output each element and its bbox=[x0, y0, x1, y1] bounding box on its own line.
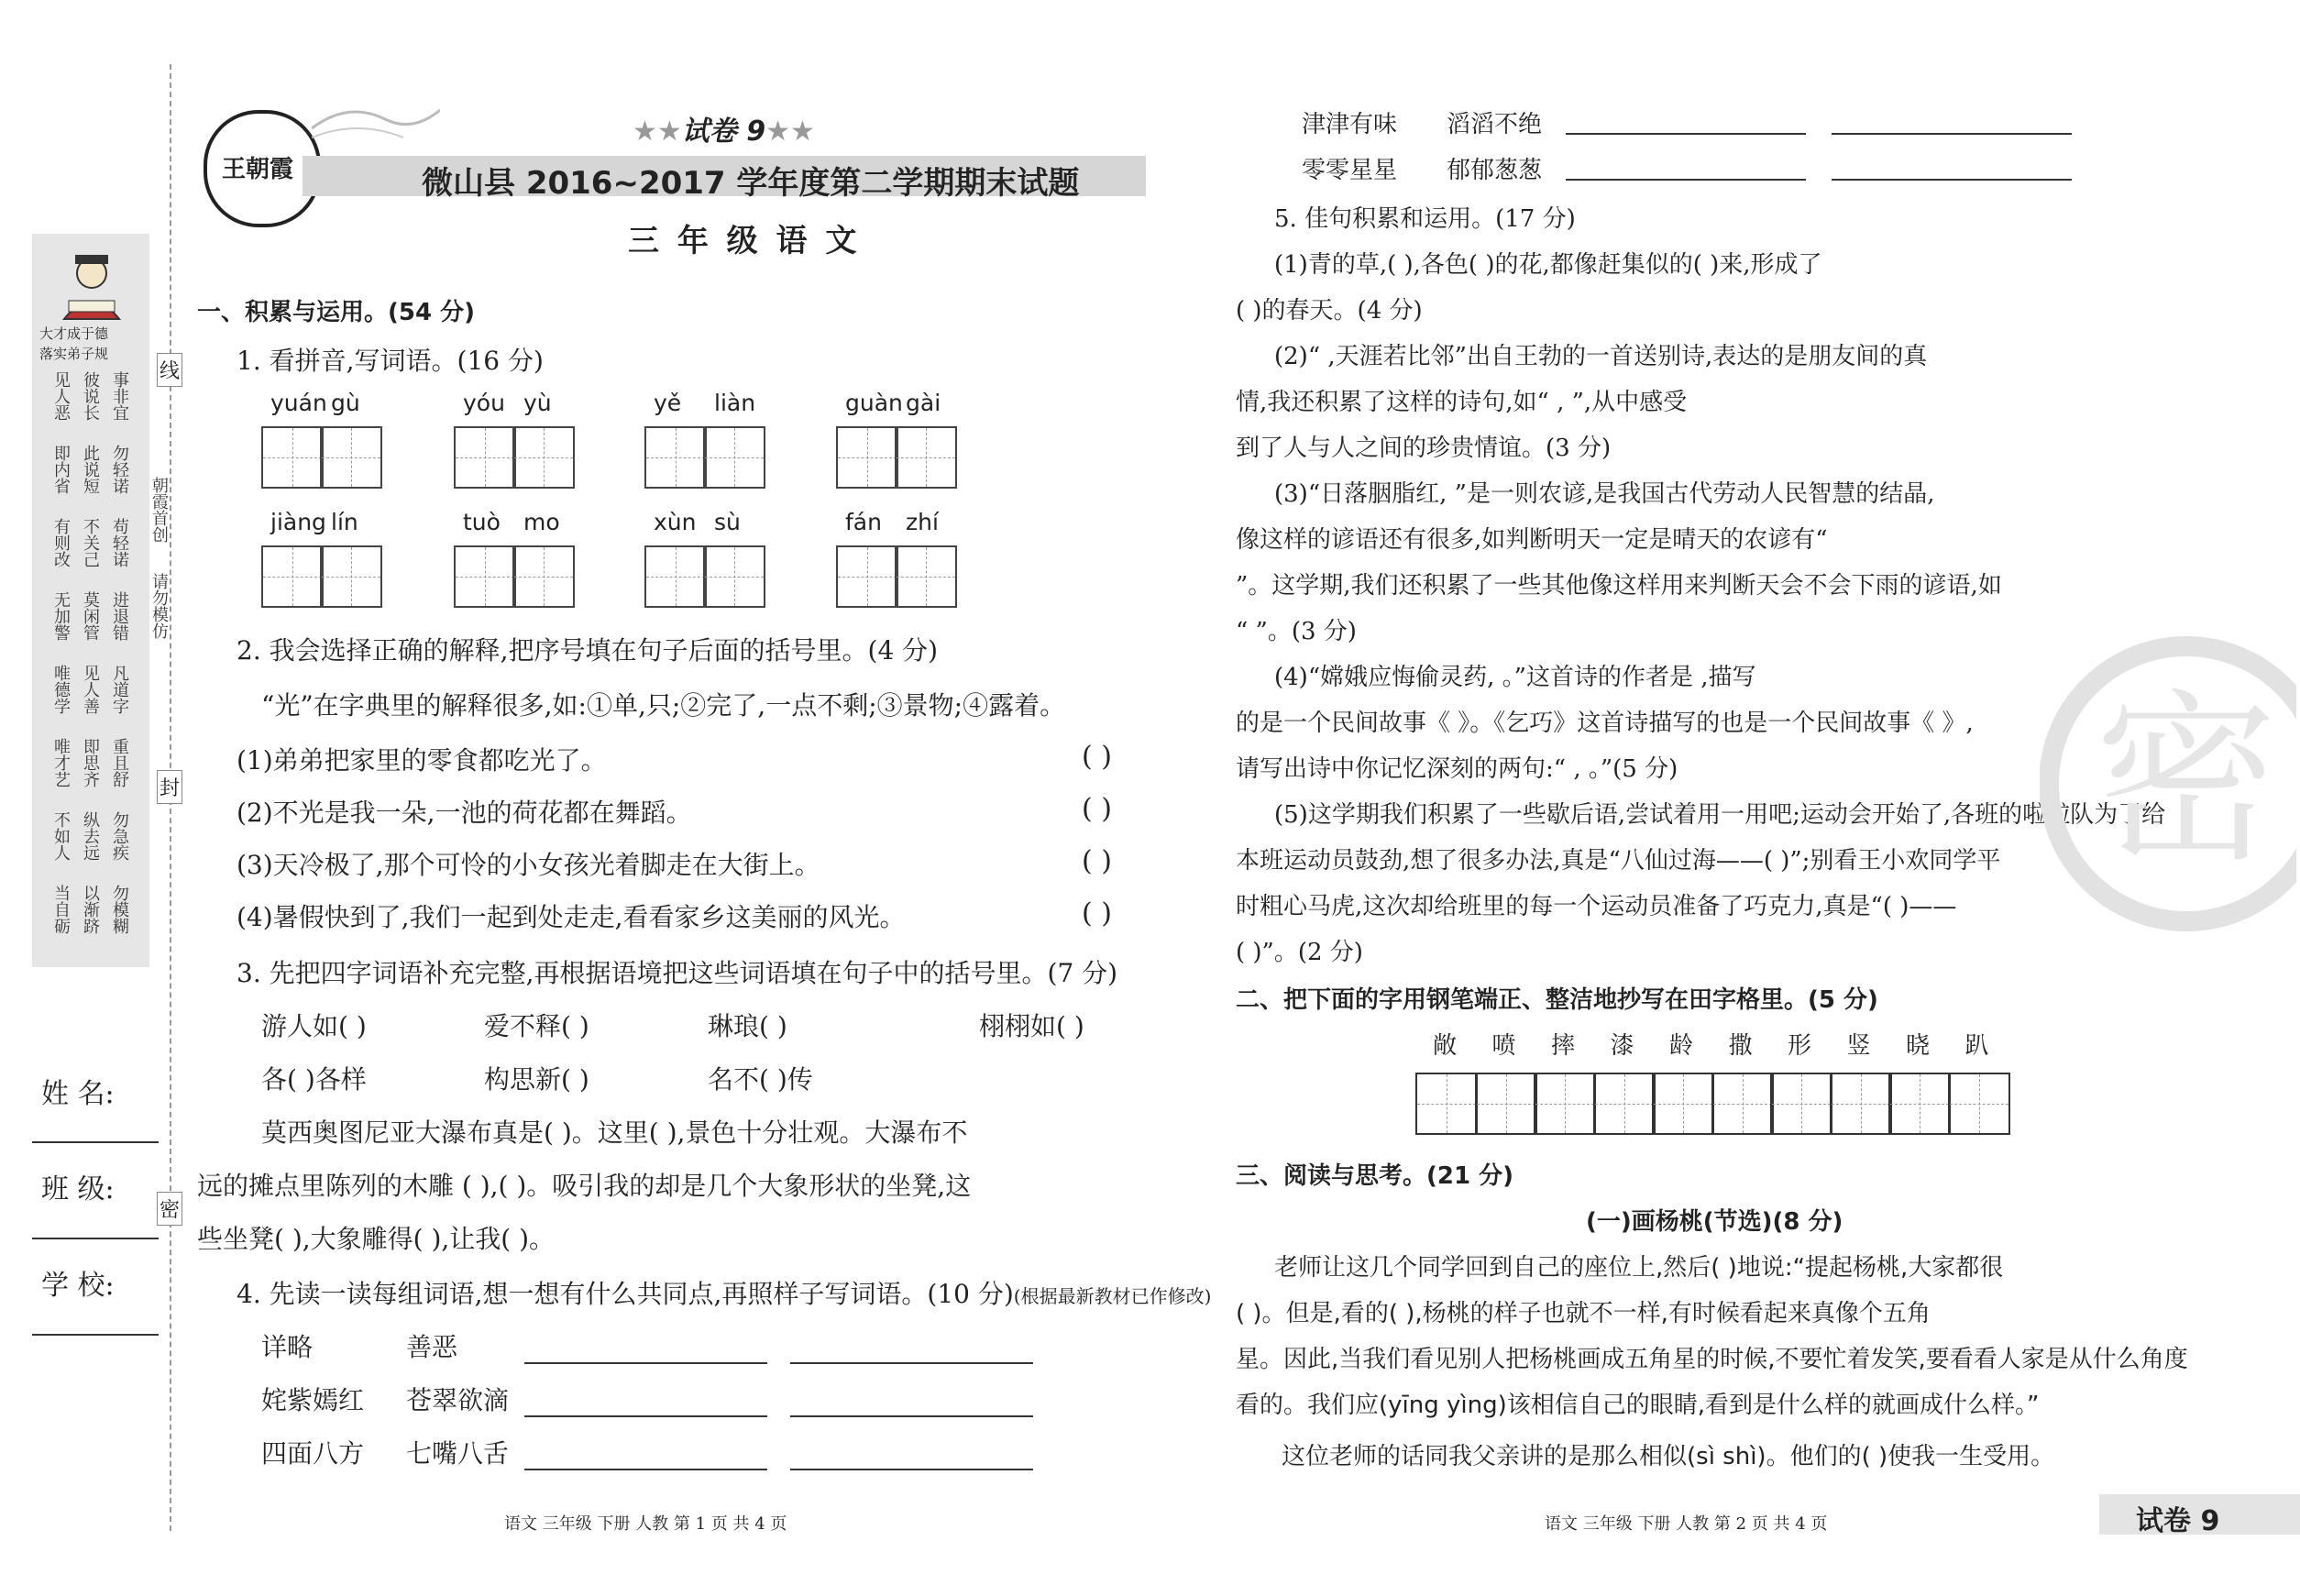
copy-character: 竖 bbox=[1846, 1032, 1871, 1060]
school-label: 学 校: bbox=[41, 1270, 115, 1302]
example-word: 滔滔不绝 bbox=[1447, 111, 1543, 138]
copy-character: 晓 bbox=[1906, 1032, 1931, 1060]
q5-4-line-b: 的是一个民间故事《 》。《乞巧》这首诗描写的也是一个民间故事《 》, bbox=[1236, 710, 1974, 737]
vertical-note-no-copy: 请勿模仿 bbox=[149, 573, 169, 639]
sidebar-verse: 重且舒 bbox=[110, 738, 129, 787]
pinyin-syllable: gù bbox=[331, 390, 360, 416]
pinyin-syllable: zhí bbox=[906, 509, 939, 535]
idiom-blank[interactable]: 名不( )传 bbox=[708, 1064, 813, 1095]
q5-4-line-c: 请写出诗中你记忆深刻的两句:“ , 。”(5 分) bbox=[1236, 755, 1678, 783]
write-box[interactable] bbox=[512, 426, 575, 489]
pinyin-syllable: yóu bbox=[463, 390, 505, 416]
tianzige-cell[interactable] bbox=[1830, 1073, 1892, 1135]
binding-char-seal: 封 bbox=[157, 770, 182, 804]
reading-line-5: 这位老师的话同我父亲讲的是那么相似(sì shì)。他们的( )使我一生受用。 bbox=[1282, 1443, 2055, 1470]
idiom-blank[interactable]: 栩栩如( ) bbox=[979, 1011, 1084, 1041]
pinyin-syllable: guàn bbox=[845, 390, 903, 416]
sidebar-verse: 唯才艺 bbox=[51, 738, 71, 787]
write-box[interactable] bbox=[320, 545, 382, 608]
copy-character: 摔 bbox=[1551, 1032, 1576, 1060]
page-footer-left: 语文 三年级 下册 人教 第 1 页 共 4 页 bbox=[504, 1514, 787, 1534]
idiom-blank[interactable]: 琳琅( ) bbox=[708, 1011, 787, 1041]
sidebar-verse: 不关己 bbox=[81, 518, 100, 567]
example-word: 善恶 bbox=[406, 1332, 458, 1362]
page-footer-right: 语文 三年级 下册 人教 第 2 页 共 4 页 bbox=[1545, 1514, 1828, 1534]
write-box[interactable] bbox=[261, 545, 324, 608]
idiom-blank[interactable]: 爱不释( ) bbox=[484, 1011, 589, 1041]
idiom-blank[interactable]: 游人如( ) bbox=[261, 1011, 367, 1041]
idiom-blank[interactable]: 各( )各样 bbox=[261, 1064, 367, 1095]
sidebar-motto-2: 落实弟子规 bbox=[39, 346, 109, 362]
q5-2-line-b: 情,我还积累了这样的诗句,如“ , ”,从中感受 bbox=[1236, 389, 1688, 416]
q5-3-line-a: (3)“日落胭脂红, ”是一则农谚,是我国古代劳动人民智慧的结晶, bbox=[1274, 480, 1935, 508]
pinyin-syllable: liàn bbox=[714, 390, 756, 416]
q5-5-line-c: 时粗心马虎,这次却给班里的每一个运动员准备了巧克力,真是“( )—— bbox=[1236, 893, 1957, 920]
pinyin-syllable: mo bbox=[523, 509, 560, 535]
write-box[interactable] bbox=[703, 426, 765, 489]
sidebar-verse: 苟轻诺 bbox=[110, 518, 129, 567]
name-label: 姓 名: bbox=[41, 1078, 115, 1110]
pinyin-syllable: sù bbox=[714, 509, 741, 535]
copy-character: 形 bbox=[1788, 1032, 1812, 1060]
q5-1-line-a: (1)青的草,( ),各色( )的花,都像赶集似的( )来,形成了 bbox=[1274, 251, 1822, 279]
sidebar-verse: 即内省 bbox=[51, 445, 71, 494]
q2-item: (4)暑假快到了,我们一起到处走走,看看家乡这美丽的风光。 bbox=[237, 902, 906, 932]
answer-parens[interactable]: ( ) bbox=[1082, 897, 1112, 930]
reading-line-2: ( )。但是,看的( ),杨桃的样子也就不一样,有时候看起来真像个五角 bbox=[1236, 1300, 1931, 1327]
q2-item: (3)天冷极了,那个可怜的小女孩光着脚走在大街上。 bbox=[237, 850, 820, 880]
class-field[interactable] bbox=[32, 1238, 159, 1239]
q5-5-line-d: ( )”。(2 分) bbox=[1236, 939, 1363, 966]
q3-passage-line-1: 莫西奥图尼亚大瀑布真是( )。这里( ),景色十分壮观。大瀑布不 bbox=[261, 1117, 968, 1148]
idiom-blank[interactable]: 构思新( ) bbox=[484, 1064, 589, 1095]
watermark-seal bbox=[2040, 633, 2296, 935]
sidebar-verse: 勿急疾 bbox=[110, 811, 129, 861]
write-box[interactable] bbox=[703, 545, 765, 608]
copy-character: 漆 bbox=[1610, 1032, 1634, 1060]
answer-parens[interactable]: ( ) bbox=[1082, 793, 1112, 825]
copy-character: 趴 bbox=[1964, 1032, 1989, 1060]
pinyin-syllable: fán bbox=[845, 509, 882, 535]
tianzige-cell[interactable] bbox=[1770, 1073, 1832, 1135]
scholar-figure-icon bbox=[50, 248, 133, 321]
pinyin-syllable: jiàng bbox=[270, 509, 326, 535]
pinyin-syllable: lín bbox=[331, 509, 358, 535]
sidebar-verse: 有则改 bbox=[51, 518, 71, 567]
binding-char-line: 线 bbox=[157, 353, 182, 387]
exam-title: 微山县 2016~2017 学年度第二学期期末试题 bbox=[422, 165, 1080, 202]
subject-title: 三 年 级 语 文 bbox=[628, 223, 861, 259]
answer-line[interactable] bbox=[1832, 133, 2072, 135]
tianzige-cell[interactable] bbox=[1593, 1073, 1656, 1135]
sidebar-verse: 进退错 bbox=[110, 591, 129, 641]
example-word: 苍翠欲滴 bbox=[406, 1385, 510, 1415]
section-3-heading: 三、阅读与思考。(21 分) bbox=[1236, 1162, 1513, 1190]
publisher-logo: 王朝霞 bbox=[204, 110, 321, 227]
reading-line-1: 老师让这几个同学回到自己的座位上,然后( )地说:“提起杨桃,大家都很 bbox=[1274, 1254, 2004, 1282]
sidebar-verse: 勿轻诺 bbox=[110, 445, 129, 494]
exam-badge: ★★试卷 9★★ bbox=[633, 116, 815, 148]
q5-2-line-a: (2)“ ,天涯若比邻”出自王勃的一首送别诗,表达的是朋友间的真 bbox=[1274, 343, 1928, 370]
write-box[interactable] bbox=[836, 545, 898, 608]
school-field[interactable] bbox=[32, 1334, 159, 1336]
class-label: 班 级: bbox=[41, 1173, 115, 1205]
ribbon-decoration bbox=[312, 101, 440, 156]
q5-3-line-c: ”。这学期,我们还积累了一些其他像这样用来判断天会不会下雨的谚语,如 bbox=[1236, 572, 2002, 600]
answer-line[interactable] bbox=[524, 1415, 767, 1417]
write-box[interactable] bbox=[454, 426, 516, 489]
reading-line-3: 星。因此,当我们看见别人把杨桃画成五角星的时候,不要忙着发笑,要看看人家是从什么角度 bbox=[1236, 1346, 2188, 1373]
q2-item: (1)弟弟把家里的零食都吃光了。 bbox=[237, 745, 607, 776]
example-word: 零零星星 bbox=[1302, 157, 1398, 184]
pinyin-syllable: yù bbox=[523, 390, 552, 416]
pinyin-syllable: gài bbox=[906, 390, 941, 416]
answer-line[interactable] bbox=[1566, 133, 1806, 135]
pinyin-syllable: xùn bbox=[654, 509, 697, 535]
sidebar-verse: 以渐跻 bbox=[81, 885, 100, 934]
q5-4-line-a: (4)“嫦娥应悔偷灵药, 。”这首诗的作者是 ,描写 bbox=[1274, 664, 1756, 691]
write-box[interactable] bbox=[320, 426, 382, 489]
section-2-heading: 二、把下面的字用钢笔端正、整洁地抄写在田字格里。(5 分) bbox=[1236, 986, 1878, 1014]
q3-passage-line-3: 些坐凳( ),大象雕得( ),让我( )。 bbox=[197, 1224, 556, 1254]
sidebar-verse: 凡道字 bbox=[110, 665, 129, 714]
write-box[interactable] bbox=[895, 545, 957, 608]
sidebar-motto-1: 大才成于德 bbox=[39, 325, 109, 342]
sidebar-motto-panel bbox=[32, 234, 149, 967]
pinyin-syllable: tuò bbox=[463, 509, 501, 535]
sidebar-verse: 莫闲管 bbox=[81, 591, 100, 641]
corner-badge: 试卷 9 bbox=[2136, 1505, 2220, 1537]
sidebar-verse: 事非宜 bbox=[110, 371, 129, 421]
q3-prompt: 3. 先把四字词语补充完整,再根据语境把这些词语填在句子中的括号里。(7 分) bbox=[237, 958, 1118, 988]
pinyin-syllable: yě bbox=[654, 390, 682, 416]
vertical-note-original: 朝霞首创 bbox=[149, 477, 169, 543]
q5-5-line-b: 本班运动员鼓劲,想了很多办法,真是“八仙过海——( )”;别看王小欢同学平 bbox=[1236, 847, 2001, 875]
example-word: 四面八方 bbox=[261, 1438, 365, 1469]
tianzige-cell[interactable] bbox=[1415, 1073, 1478, 1135]
example-word: 七嘴八舌 bbox=[406, 1438, 510, 1469]
answer-line[interactable] bbox=[1832, 179, 2072, 181]
sidebar-verse: 无加警 bbox=[51, 591, 71, 641]
tianzige-cell[interactable] bbox=[1948, 1073, 2010, 1135]
section-1-heading: 一、积累与运用。(54 分) bbox=[197, 299, 475, 326]
write-box[interactable] bbox=[454, 545, 516, 608]
write-box[interactable] bbox=[512, 545, 575, 608]
q5-5-line-a: (5)这学期我们积累了一些歇后语,尝试着用一用吧;运动会开始了,各班的啦啦队为了给 bbox=[1274, 801, 2166, 829]
example-word: 详略 bbox=[261, 1332, 314, 1362]
sidebar-verse: 彼说长 bbox=[81, 371, 100, 421]
sidebar-verse: 此说短 bbox=[81, 445, 100, 494]
reading-title: (一)画杨桃(节选)(8 分) bbox=[1586, 1208, 1843, 1236]
sidebar-verse: 不如人 bbox=[51, 811, 71, 861]
svg-text:密: 密 bbox=[2094, 674, 2279, 887]
q2-prompt: 2. 我会选择正确的解释,把序号填在句子后面的括号里。(4 分) bbox=[237, 635, 939, 666]
tianzige-cell[interactable] bbox=[1711, 1073, 1774, 1135]
tianzige-cell[interactable] bbox=[1475, 1073, 1537, 1135]
write-box[interactable] bbox=[261, 426, 324, 489]
example-word: 津津有味 bbox=[1302, 111, 1398, 138]
q5-3-line-d: “ ”。(3 分) bbox=[1236, 618, 1357, 645]
answer-parens[interactable]: ( ) bbox=[1082, 845, 1112, 877]
tianzige-cell[interactable] bbox=[1652, 1073, 1714, 1135]
answer-line[interactable] bbox=[1566, 179, 1806, 181]
write-box[interactable] bbox=[836, 426, 898, 489]
copy-character: 撒 bbox=[1728, 1032, 1753, 1060]
tianzige-cell[interactable] bbox=[1888, 1073, 1951, 1135]
binding-char-secret: 密 bbox=[157, 1192, 182, 1226]
copy-character: 敞 bbox=[1433, 1032, 1458, 1060]
copy-character: 龄 bbox=[1669, 1032, 1694, 1060]
q5-1-line-b: ( )的春天。(4 分) bbox=[1236, 297, 1423, 325]
copy-character: 喷 bbox=[1491, 1032, 1516, 1060]
name-field[interactable] bbox=[32, 1141, 159, 1143]
answer-line[interactable] bbox=[524, 1469, 767, 1470]
tianzige-cell[interactable] bbox=[1534, 1073, 1596, 1135]
write-box[interactable] bbox=[644, 545, 707, 608]
sidebar-verses bbox=[50, 371, 142, 958]
sidebar-verse: 当自砺 bbox=[51, 885, 71, 934]
sidebar-verse: 唯德学 bbox=[51, 665, 71, 714]
sidebar-verse: 即思齐 bbox=[81, 738, 100, 787]
sidebar-verse: 见人善 bbox=[81, 665, 100, 714]
q3-passage-line-2: 远的摊点里陈列的木雕 ( ),( )。吸引我的却是几个大象形状的坐凳,这 bbox=[197, 1171, 972, 1201]
example-word: 郁郁葱葱 bbox=[1447, 157, 1543, 184]
q1-prompt: 1. 看拼音,写词语。(16 分) bbox=[237, 346, 544, 376]
q5-2-line-c: 到了人与人之间的珍贵情谊。(3 分) bbox=[1236, 435, 1612, 462]
q2-item: (2)不光是我一朵,一池的荷花都在舞蹈。 bbox=[237, 798, 692, 828]
answer-line[interactable] bbox=[790, 1362, 1033, 1364]
write-box[interactable] bbox=[895, 426, 957, 489]
reading-line-4: 看的。我们应(yīng yìng)该相信自己的眼睛,看到是什么样的就画成什么样。” bbox=[1236, 1392, 2040, 1419]
sidebar-verse: 纵去远 bbox=[81, 811, 100, 861]
answer-line[interactable] bbox=[790, 1415, 1033, 1417]
q4-prompt: 4. 先读一读每组词语,想一想有什么共同点,再照样子写词语。(10 分)(根据最新教材已作修改) bbox=[237, 1279, 1212, 1309]
sidebar-verse: 勿模糊 bbox=[110, 885, 129, 934]
sidebar-verse: 见人恶 bbox=[51, 371, 71, 421]
pinyin-syllable: yuán bbox=[270, 390, 327, 416]
write-box[interactable] bbox=[644, 426, 707, 489]
answer-line[interactable] bbox=[790, 1469, 1033, 1470]
example-word: 姹紫嫣红 bbox=[261, 1385, 365, 1415]
q5-3-line-b: 像这样的谚语还有很多,如判断明天一定是晴天的农谚有“ bbox=[1236, 526, 1828, 554]
answer-parens[interactable]: ( ) bbox=[1082, 741, 1112, 773]
answer-line[interactable] bbox=[524, 1362, 767, 1364]
q5-prompt: 5. 佳句积累和运用。(17 分) bbox=[1274, 205, 1576, 233]
q2-intro: “光”在字典里的解释很多,如:①单,只;②完了,一点不剩;③景物;④露着。 bbox=[261, 690, 1066, 721]
